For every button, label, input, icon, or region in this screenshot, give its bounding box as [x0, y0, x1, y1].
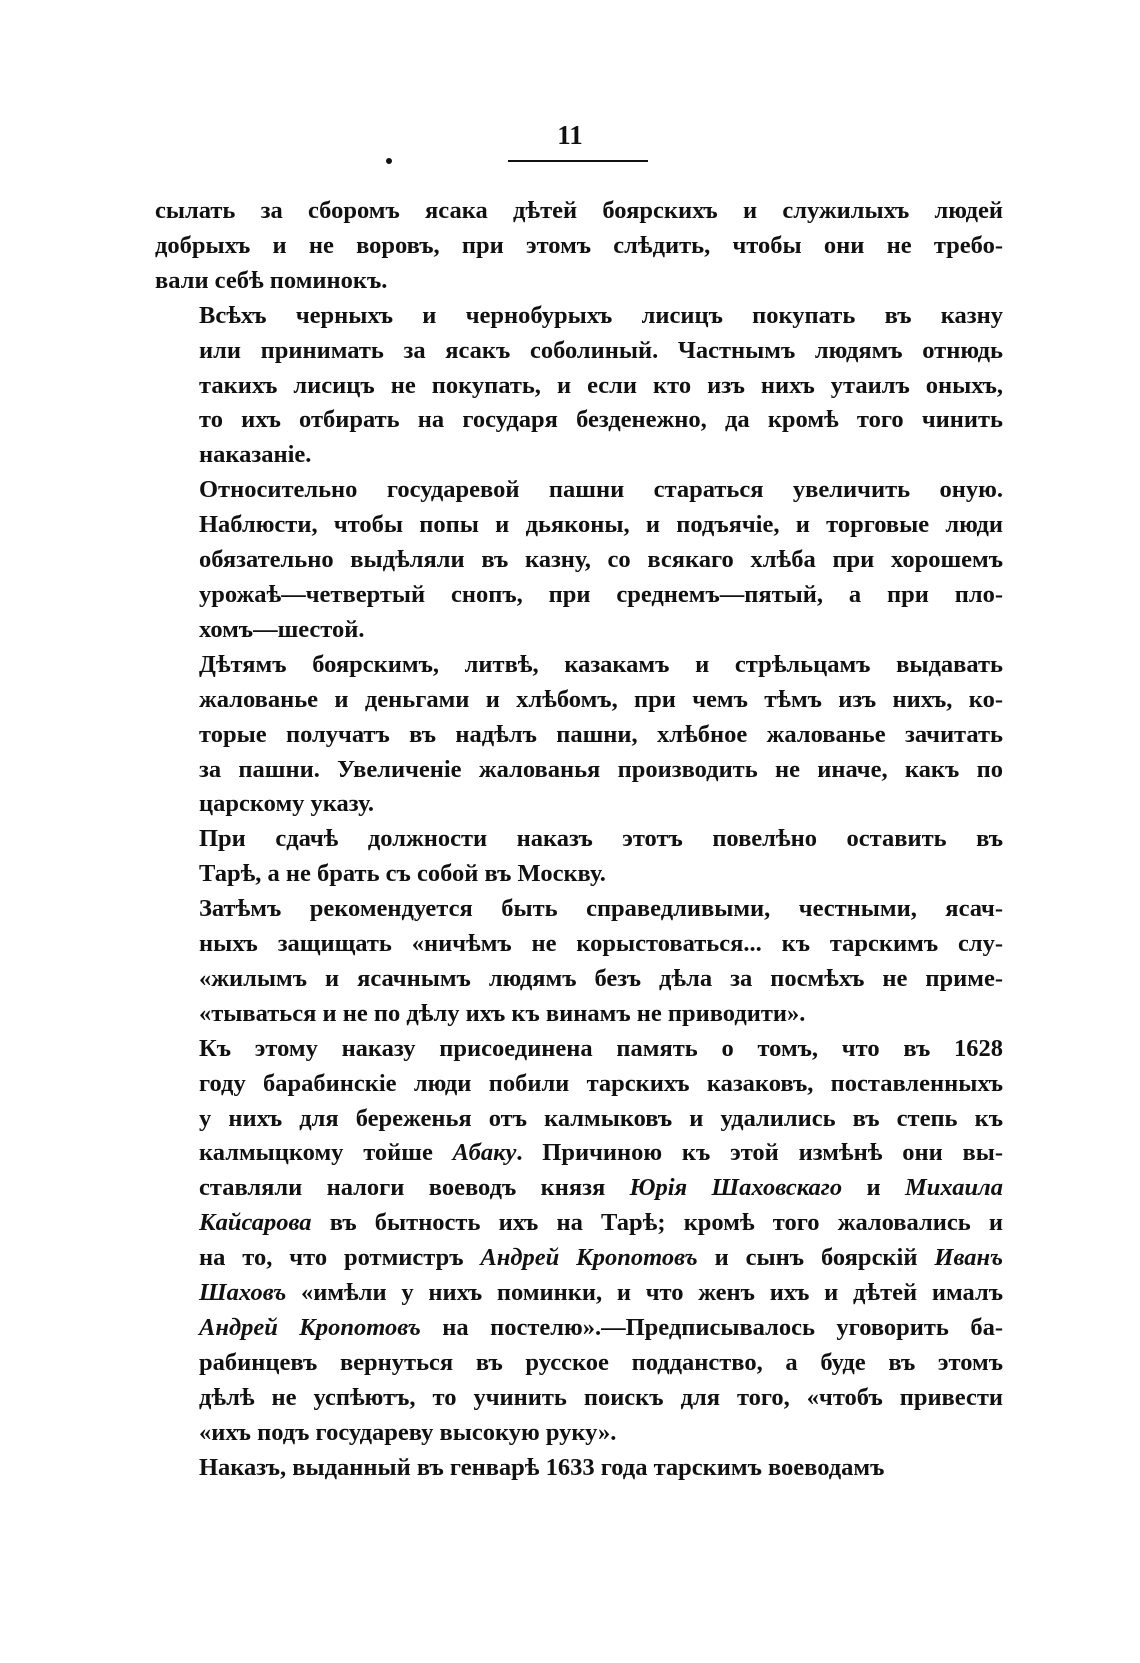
text-line: рабинцевъ вернуться въ русское подданство, а буде въ этомъ — [199, 1348, 1003, 1376]
text-line: Относительно государевой пашни стараться увеличить оную. — [199, 476, 1003, 504]
paragraph — [155, 1032, 1003, 1451]
text-line: добрыхъ и не воровъ, при этомъ слѣдить, чтобы они не требо- — [155, 231, 1003, 259]
text-line: Дѣтямъ боярскимъ, литвѣ, казакамъ и стрѣльцамъ выдавать — [199, 650, 1003, 678]
paragraph — [155, 1451, 1003, 1486]
page-number: 11 — [557, 120, 583, 150]
header-rule — [508, 160, 648, 162]
text-line: на то, что ротмистръ Андрей Кропотовъ и сынъ боярскій Иванъ — [199, 1244, 1004, 1272]
text-line: урожаѣ—четвертый снопъ, при среднемъ—пятый, а при пло- — [199, 580, 1003, 608]
paragraph — [155, 473, 1003, 648]
paragraph — [155, 892, 1003, 1032]
paragraph — [155, 822, 1003, 892]
text-line: Андрей Кропотовъ на постелю».—Предписывалось уговорить ба- — [199, 1314, 1003, 1341]
text-line: вали себѣ поминокъ. — [155, 266, 388, 294]
text-line: году барабинскіе люди побили тарскихъ казаковъ, поставленныхъ — [199, 1069, 1003, 1097]
text-line: Затѣмъ рекомендуется быть справедливыми, честными, ясач- — [199, 895, 1003, 923]
text-line: наказаніе. — [199, 441, 312, 469]
text-line: калмыцкому тойше Абаку. Причиною къ этой измѣнѣ они вы- — [199, 1139, 1003, 1167]
text-line: Тарѣ, а не брать съ собой въ Москву. — [199, 860, 606, 888]
text-line: ныхъ защищать «ничѣмъ не корыстоваться... къ тарскимъ слу- — [199, 930, 1003, 958]
paragraph — [155, 194, 1003, 299]
text-line: торые получатъ въ надѣлъ пашни, хлѣбное жалованье зачитать — [199, 720, 1003, 748]
text-line: обязательно выдѣляли въ казну, со всякаго хлѣба при хорошемъ — [199, 546, 1003, 574]
text-line: Всѣхъ черныхъ и чернобурыхъ лисицъ покупать въ казну — [199, 301, 1003, 329]
text-line: Кайсарова въ бытность ихъ на Тарѣ; кромѣ того жаловались и — [199, 1209, 1003, 1237]
text-line: ставляли налоги воеводъ князя Юрія Шаховскаго и Михаила — [199, 1174, 1003, 1202]
text-line: дѣлѣ не успѣютъ, то учинить поискъ для того, «чтобъ привести — [199, 1383, 1003, 1411]
text-line: у нихъ для береженья отъ калмыковъ и удалились въ степь къ — [199, 1104, 1003, 1132]
text-line: «тываться и не по дѣлу ихъ къ винамъ не приводити». — [199, 999, 806, 1027]
paragraph — [155, 648, 1003, 823]
text-line: или принимать за ясакъ соболиный. Частнымъ людямъ отнюдь — [199, 336, 1003, 364]
text-line: Наказъ, выданный въ генварѣ 1633 года тарскимъ воеводамъ — [199, 1453, 885, 1481]
text-line: хомъ—шестой. — [199, 615, 365, 643]
text-line: жалованье и деньгами и хлѣбомъ, при чемъ тѣмъ изъ нихъ, ко- — [199, 685, 1003, 713]
text-line: Шаховъ «имѣли у нихъ поминки, и что женъ ихъ и дѣтей ималъ — [199, 1279, 1003, 1307]
text-line: Къ этому наказу присоединена память о томъ, что въ 1628 — [199, 1034, 1003, 1062]
text-line: то ихъ отбирать на государя безденежно, да кромѣ того чинить — [199, 406, 1003, 434]
text-line: за пашни. Увеличеніе жалованья производить не иначе, какъ по — [199, 755, 1003, 783]
text-line: «жилымъ и ясачнымъ людямъ безъ дѣла за посмѣхъ не приме- — [199, 964, 1003, 992]
ink-dot — [386, 158, 392, 164]
text-line: Наблюсти, чтобы попы и дьяконы, и подъячіе, и торговые люди — [199, 511, 1003, 539]
body-text — [155, 194, 1003, 1486]
text-line: такихъ лисицъ не покупать, и если кто изъ нихъ утаилъ оныхъ, — [199, 371, 1003, 399]
paragraph — [155, 299, 1003, 474]
text-line: царскому указу. — [199, 790, 375, 818]
text-line: «ихъ подъ государеву высокую руку». — [199, 1418, 617, 1446]
text-line: При сдачѣ должности наказъ этотъ повелѣно оставить въ — [199, 825, 1003, 853]
text-line: сылать за сборомъ ясака дѣтей боярскихъ и служилыхъ людей — [155, 197, 1003, 224]
